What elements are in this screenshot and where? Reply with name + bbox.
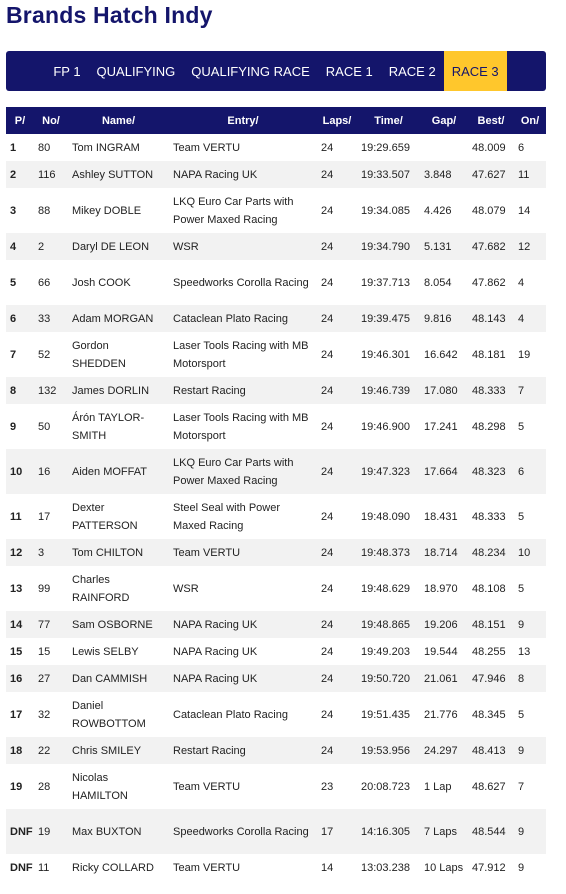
entry-cell: Speedworks Corolla Racing: [169, 260, 317, 305]
time-cell: 19:48.373: [357, 539, 420, 566]
header-number[interactable]: No/: [34, 107, 68, 134]
position-cell: 7: [6, 332, 34, 377]
time-cell: 19:47.323: [357, 449, 420, 494]
car-number-cell: 27: [34, 665, 68, 692]
car-number-cell: 88: [34, 188, 68, 233]
results-table: [6, 107, 546, 881]
car-number-cell: 52: [34, 332, 68, 377]
entry-cell: LKQ Euro Car Parts with Power Maxed Racing: [169, 449, 317, 494]
best-lap-cell: 48.234: [468, 539, 514, 566]
laps-cell: 24: [317, 611, 357, 638]
gap-cell: 17.080: [420, 377, 468, 404]
laps-cell: 24: [317, 665, 357, 692]
table-row: [6, 404, 546, 449]
tab-race-1[interactable]: RACE 1: [325, 63, 373, 79]
on-lap-cell: 9: [514, 611, 546, 638]
table-row: [6, 233, 546, 260]
time-cell: 20:08.723: [357, 764, 420, 809]
laps-cell: 24: [317, 332, 357, 377]
time-cell: 19:37.713: [357, 260, 420, 305]
laps-cell: 24: [317, 566, 357, 611]
table-row: [6, 764, 546, 809]
time-cell: 19:29.659: [357, 134, 420, 161]
best-lap-cell: 48.143: [468, 305, 514, 332]
driver-name-cell: Aiden MOFFAT: [68, 449, 169, 494]
time-cell: 19:33.507: [357, 161, 420, 188]
session-tab-bar: [6, 51, 546, 91]
gap-cell: 17.664: [420, 449, 468, 494]
best-lap-cell: 48.151: [468, 611, 514, 638]
laps-cell: 24: [317, 638, 357, 665]
on-lap-cell: 9: [514, 737, 546, 764]
laps-cell: 24: [317, 539, 357, 566]
on-lap-cell: 8: [514, 665, 546, 692]
laps-cell: 24: [317, 188, 357, 233]
best-lap-cell: 47.862: [468, 260, 514, 305]
best-lap-cell: 48.413: [468, 737, 514, 764]
best-lap-cell: 48.333: [468, 494, 514, 539]
laps-cell: 24: [317, 260, 357, 305]
gap-cell: 5.131: [420, 233, 468, 260]
header-time[interactable]: Time/: [357, 107, 420, 134]
entry-cell: NAPA Racing UK: [169, 638, 317, 665]
position-cell: 6: [6, 305, 34, 332]
time-cell: 19:51.435: [357, 692, 420, 737]
driver-name-cell: Daniel ROWBOTTOM: [68, 692, 169, 737]
entry-cell: Cataclean Plato Racing: [169, 692, 317, 737]
on-lap-cell: 19: [514, 332, 546, 377]
best-lap-cell: 47.627: [468, 161, 514, 188]
best-lap-cell: 47.912: [468, 854, 514, 881]
laps-cell: 24: [317, 377, 357, 404]
best-lap-cell: 48.298: [468, 404, 514, 449]
gap-cell: 16.642: [420, 332, 468, 377]
gap-cell: 21.776: [420, 692, 468, 737]
driver-name-cell: Tom CHILTON: [68, 539, 169, 566]
time-cell: 19:50.720: [357, 665, 420, 692]
entry-cell: NAPA Racing UK: [169, 665, 317, 692]
time-cell: 19:46.900: [357, 404, 420, 449]
on-lap-cell: 7: [514, 764, 546, 809]
driver-name-cell: Dan CAMMISH: [68, 665, 169, 692]
on-lap-cell: 13: [514, 638, 546, 665]
on-lap-cell: 4: [514, 305, 546, 332]
car-number-cell: 33: [34, 305, 68, 332]
gap-cell: 18.714: [420, 539, 468, 566]
laps-cell: 24: [317, 449, 357, 494]
entry-cell: NAPA Racing UK: [169, 611, 317, 638]
position-cell: DNF: [6, 809, 34, 854]
gap-cell: 19.206: [420, 611, 468, 638]
time-cell: 19:49.203: [357, 638, 420, 665]
table-row: [6, 188, 546, 233]
gap-cell: 4.426: [420, 188, 468, 233]
entry-cell: Team VERTU: [169, 539, 317, 566]
entry-cell: NAPA Racing UK: [169, 161, 317, 188]
gap-cell: 21.061: [420, 665, 468, 692]
position-cell: 18: [6, 737, 34, 764]
table-row: [6, 737, 546, 764]
header-on[interactable]: On/: [514, 107, 546, 134]
table-row: [6, 134, 546, 161]
gap-cell: 1 Lap: [420, 764, 468, 809]
time-cell: 13:03.238: [357, 854, 420, 881]
best-lap-cell: 48.079: [468, 188, 514, 233]
car-number-cell: 2: [34, 233, 68, 260]
header-entry[interactable]: Entry/: [169, 107, 317, 134]
driver-name-cell: Ricky COLLARD: [68, 854, 169, 881]
car-number-cell: 32: [34, 692, 68, 737]
laps-cell: 23: [317, 764, 357, 809]
table-row: [6, 566, 546, 611]
entry-cell: Restart Racing: [169, 737, 317, 764]
tab-race-3[interactable]: RACE 3: [444, 51, 507, 91]
gap-cell: 24.297: [420, 737, 468, 764]
table-header-row: [6, 107, 546, 134]
gap-cell: 18.431: [420, 494, 468, 539]
position-cell: 17: [6, 692, 34, 737]
time-cell: 19:39.475: [357, 305, 420, 332]
table-row: [6, 332, 546, 377]
car-number-cell: 15: [34, 638, 68, 665]
best-lap-cell: 47.682: [468, 233, 514, 260]
driver-name-cell: Daryl DE LEON: [68, 233, 169, 260]
best-lap-cell: 48.181: [468, 332, 514, 377]
best-lap-cell: 47.946: [468, 665, 514, 692]
position-cell: 5: [6, 260, 34, 305]
table-row: [6, 260, 546, 305]
gap-cell: 18.970: [420, 566, 468, 611]
position-cell: 14: [6, 611, 34, 638]
driver-name-cell: Sam OSBORNE: [68, 611, 169, 638]
time-cell: 19:53.956: [357, 737, 420, 764]
table-row: [6, 611, 546, 638]
results-table-body: [6, 134, 546, 881]
car-number-cell: 16: [34, 449, 68, 494]
car-number-cell: 99: [34, 566, 68, 611]
gap-cell: 8.054: [420, 260, 468, 305]
position-cell: 3: [6, 188, 34, 233]
driver-name-cell: Dexter PATTERSON: [68, 494, 169, 539]
driver-name-cell: Lewis SELBY: [68, 638, 169, 665]
table-row: [6, 494, 546, 539]
car-number-cell: 17: [34, 494, 68, 539]
entry-cell: Laser Tools Racing with MB Motorsport: [169, 404, 317, 449]
time-cell: 19:46.301: [357, 332, 420, 377]
time-cell: 19:48.865: [357, 611, 420, 638]
driver-name-cell: Mikey DOBLE: [68, 188, 169, 233]
position-cell: 4: [6, 233, 34, 260]
car-number-cell: 80: [34, 134, 68, 161]
time-cell: 19:48.629: [357, 566, 420, 611]
on-lap-cell: 9: [514, 809, 546, 854]
on-lap-cell: 5: [514, 692, 546, 737]
time-cell: 14:16.305: [357, 809, 420, 854]
driver-name-cell: Gordon SHEDDEN: [68, 332, 169, 377]
entry-cell: Team VERTU: [169, 854, 317, 881]
table-row: [6, 305, 546, 332]
tab-race-2[interactable]: RACE 2: [388, 63, 436, 79]
tab-fp-1[interactable]: FP 1: [53, 63, 81, 79]
on-lap-cell: 6: [514, 449, 546, 494]
laps-cell: 24: [317, 233, 357, 260]
tab-qualifying[interactable]: QUALIFYING: [96, 63, 176, 79]
position-cell: 8: [6, 377, 34, 404]
table-row: [6, 809, 546, 854]
header-gap[interactable]: Gap/: [420, 107, 468, 134]
entry-cell: Team VERTU: [169, 764, 317, 809]
position-cell: 11: [6, 494, 34, 539]
table-row: [6, 449, 546, 494]
on-lap-cell: 5: [514, 566, 546, 611]
position-cell: 2: [6, 161, 34, 188]
entry-cell: Speedworks Corolla Racing: [169, 809, 317, 854]
car-number-cell: 50: [34, 404, 68, 449]
best-lap-cell: 48.323: [468, 449, 514, 494]
position-cell: DNF: [6, 854, 34, 881]
laps-cell: 24: [317, 134, 357, 161]
laps-cell: 14: [317, 854, 357, 881]
position-cell: 12: [6, 539, 34, 566]
time-cell: 19:34.790: [357, 233, 420, 260]
driver-name-cell: Árón TAYLOR-SMITH: [68, 404, 169, 449]
gap-cell: 3.848: [420, 161, 468, 188]
position-cell: 9: [6, 404, 34, 449]
car-number-cell: 11: [34, 854, 68, 881]
position-cell: 15: [6, 638, 34, 665]
laps-cell: 17: [317, 809, 357, 854]
header-laps[interactable]: Laps/: [317, 107, 357, 134]
entry-cell: WSR: [169, 233, 317, 260]
on-lap-cell: 11: [514, 161, 546, 188]
best-lap-cell: 48.627: [468, 764, 514, 809]
driver-name-cell: Tom INGRAM: [68, 134, 169, 161]
on-lap-cell: 5: [514, 404, 546, 449]
gap-cell: [420, 134, 468, 161]
driver-name-cell: Chris SMILEY: [68, 737, 169, 764]
gap-cell: 19.544: [420, 638, 468, 665]
time-cell: 19:48.090: [357, 494, 420, 539]
best-lap-cell: 48.009: [468, 134, 514, 161]
header-best[interactable]: Best/: [468, 107, 514, 134]
entry-cell: WSR: [169, 566, 317, 611]
on-lap-cell: 9: [514, 854, 546, 881]
best-lap-cell: 48.255: [468, 638, 514, 665]
driver-name-cell: Max BUXTON: [68, 809, 169, 854]
best-lap-cell: 48.544: [468, 809, 514, 854]
page-title: Brands Hatch Indy: [6, 2, 213, 28]
gap-cell: 9.816: [420, 305, 468, 332]
laps-cell: 24: [317, 692, 357, 737]
table-row: [6, 665, 546, 692]
on-lap-cell: 4: [514, 260, 546, 305]
on-lap-cell: 12: [514, 233, 546, 260]
position-cell: 1: [6, 134, 34, 161]
car-number-cell: 116: [34, 161, 68, 188]
gap-cell: 10 Laps: [420, 854, 468, 881]
gap-cell: 7 Laps: [420, 809, 468, 854]
on-lap-cell: 10: [514, 539, 546, 566]
position-cell: 16: [6, 665, 34, 692]
driver-name-cell: Josh COOK: [68, 260, 169, 305]
on-lap-cell: 6: [514, 134, 546, 161]
header-name[interactable]: Name/: [68, 107, 169, 134]
car-number-cell: 66: [34, 260, 68, 305]
table-row: [6, 539, 546, 566]
time-cell: 19:46.739: [357, 377, 420, 404]
gap-cell: 17.241: [420, 404, 468, 449]
position-cell: 19: [6, 764, 34, 809]
driver-name-cell: Nicolas HAMILTON: [68, 764, 169, 809]
table-row: [6, 161, 546, 188]
time-cell: 19:34.085: [357, 188, 420, 233]
laps-cell: 24: [317, 305, 357, 332]
driver-name-cell: Charles RAINFORD: [68, 566, 169, 611]
best-lap-cell: 48.333: [468, 377, 514, 404]
laps-cell: 24: [317, 737, 357, 764]
car-number-cell: 28: [34, 764, 68, 809]
entry-cell: Restart Racing: [169, 377, 317, 404]
entry-cell: Team VERTU: [169, 134, 317, 161]
table-row: [6, 692, 546, 737]
on-lap-cell: 14: [514, 188, 546, 233]
car-number-cell: 132: [34, 377, 68, 404]
driver-name-cell: Ashley SUTTON: [68, 161, 169, 188]
table-row: [6, 377, 546, 404]
entry-cell: Cataclean Plato Racing: [169, 305, 317, 332]
best-lap-cell: 48.345: [468, 692, 514, 737]
header-position[interactable]: P/: [6, 107, 34, 134]
on-lap-cell: 7: [514, 377, 546, 404]
on-lap-cell: 5: [514, 494, 546, 539]
position-cell: 13: [6, 566, 34, 611]
table-row: [6, 854, 546, 881]
car-number-cell: 3: [34, 539, 68, 566]
entry-cell: Steel Seal with Power Maxed Racing: [169, 494, 317, 539]
table-row: [6, 638, 546, 665]
driver-name-cell: James DORLIN: [68, 377, 169, 404]
car-number-cell: 77: [34, 611, 68, 638]
entry-cell: Laser Tools Racing with MB Motorsport: [169, 332, 317, 377]
tab-qualifying-race[interactable]: QUALIFYING RACE: [191, 63, 310, 79]
laps-cell: 24: [317, 494, 357, 539]
entry-cell: LKQ Euro Car Parts with Power Maxed Racing: [169, 188, 317, 233]
laps-cell: 24: [317, 161, 357, 188]
car-number-cell: 19: [34, 809, 68, 854]
driver-name-cell: Adam MORGAN: [68, 305, 169, 332]
best-lap-cell: 48.108: [468, 566, 514, 611]
car-number-cell: 22: [34, 737, 68, 764]
position-cell: 10: [6, 449, 34, 494]
laps-cell: 24: [317, 404, 357, 449]
